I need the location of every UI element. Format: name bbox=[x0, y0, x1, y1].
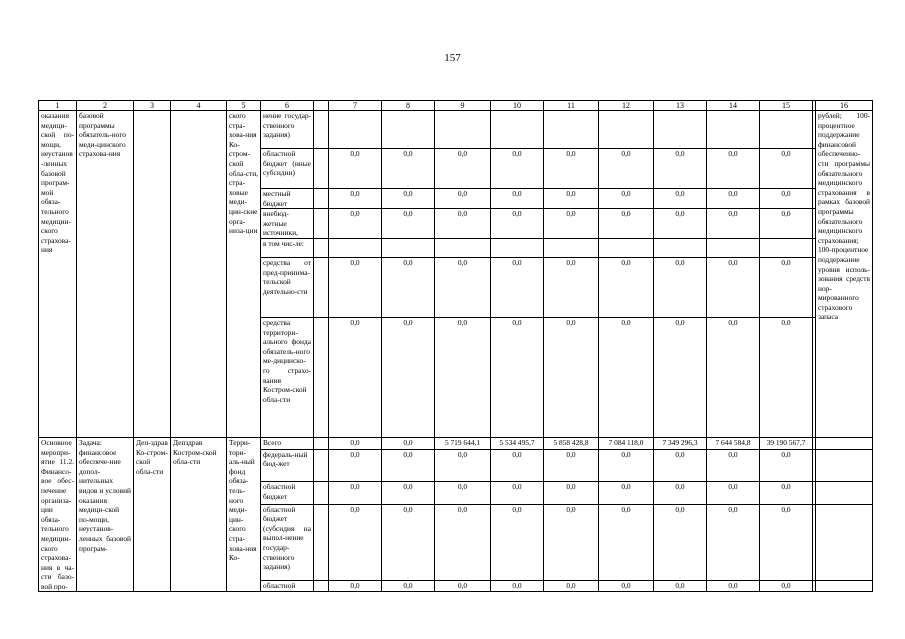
header-cell: 6 bbox=[261, 101, 314, 111]
value-cell bbox=[382, 238, 435, 257]
source-label: местный бюджет bbox=[261, 189, 314, 209]
value-cell: 0,0 bbox=[382, 317, 435, 437]
value-cell: 0,0 bbox=[382, 437, 435, 449]
value-cell: 0,0 bbox=[599, 482, 654, 505]
value-cell: 0,0 bbox=[760, 317, 813, 437]
cell-col1: оказания медици-ской по-мощи, неустанов-ленных базовой програм-мой обяза-тельного медицин-ского страхова-ния bbox=[39, 111, 77, 438]
value-cell: 0,0 bbox=[707, 189, 760, 209]
value-cell: 0,0 bbox=[760, 189, 813, 209]
value-cell: 0,0 bbox=[491, 317, 544, 437]
value-cell: 0,0 bbox=[435, 209, 491, 239]
spacer-cell bbox=[314, 482, 329, 505]
value-cell bbox=[382, 111, 435, 149]
spacer-cell bbox=[813, 149, 816, 189]
value-cell: 0,0 bbox=[707, 580, 760, 592]
value-cell bbox=[544, 111, 599, 149]
spacer-cell bbox=[314, 149, 329, 189]
value-cell: 0,0 bbox=[760, 580, 813, 592]
value-cell bbox=[329, 238, 382, 257]
value-cell: 0,0 bbox=[707, 449, 760, 481]
target-indicators bbox=[816, 580, 873, 592]
value-cell: 0,0 bbox=[329, 257, 382, 317]
spacer-cell bbox=[813, 209, 816, 239]
cell-col2: Задача: финансовое обеспече-ние допол-нительных видов и условий оказания медици-ской по-мощи, неустанов-ленных базовой програм- bbox=[77, 437, 134, 592]
header-cell: 9 bbox=[435, 101, 491, 111]
value-cell: 0,0 bbox=[382, 449, 435, 481]
value-cell: 0,0 bbox=[329, 209, 382, 239]
value-cell: 0,0 bbox=[599, 149, 654, 189]
value-cell: 0,0 bbox=[707, 209, 760, 239]
value-cell: 0,0 bbox=[707, 149, 760, 189]
spacer-cell bbox=[314, 238, 329, 257]
value-cell: 0,0 bbox=[491, 257, 544, 317]
value-cell bbox=[435, 238, 491, 257]
value-cell: 0,0 bbox=[654, 504, 707, 580]
spacer-cell bbox=[314, 437, 329, 449]
value-cell: 0,0 bbox=[654, 209, 707, 239]
spacer-cell bbox=[314, 449, 329, 481]
value-cell bbox=[329, 111, 382, 149]
value-cell: 0,0 bbox=[760, 449, 813, 481]
spacer-cell bbox=[314, 111, 329, 149]
value-cell: 0,0 bbox=[382, 257, 435, 317]
value-cell: 0,0 bbox=[654, 149, 707, 189]
value-cell bbox=[760, 238, 813, 257]
value-cell: 0,0 bbox=[707, 504, 760, 580]
target-indicators bbox=[816, 504, 873, 580]
source-label: средства от пред-принима-тельской деятельно-сти bbox=[261, 257, 314, 317]
value-cell: 0,0 bbox=[491, 449, 544, 481]
value-cell: 0,0 bbox=[544, 209, 599, 239]
value-cell: 0,0 bbox=[599, 504, 654, 580]
spacer-cell bbox=[314, 189, 329, 209]
value-cell bbox=[707, 111, 760, 149]
value-cell: 5 858 428,8 bbox=[544, 437, 599, 449]
value-cell: 0,0 bbox=[491, 482, 544, 505]
value-cell: 0,0 bbox=[329, 449, 382, 481]
spacer-cell bbox=[314, 580, 329, 592]
value-cell: 7 084 118,0 bbox=[599, 437, 654, 449]
value-cell: 7 644 584,8 bbox=[707, 437, 760, 449]
value-cell: 0,0 bbox=[544, 449, 599, 481]
value-cell: 0,0 bbox=[599, 189, 654, 209]
value-cell bbox=[654, 111, 707, 149]
value-cell: 0,0 bbox=[435, 189, 491, 209]
value-cell: 0,0 bbox=[329, 149, 382, 189]
header-cell: 11 bbox=[544, 101, 599, 111]
value-cell: 0,0 bbox=[760, 209, 813, 239]
source-label: внебюд-жетные источники, bbox=[261, 209, 314, 239]
cell-col1: Основное меропри-ятие 11.2. Финансо-вое обес-печение организа-ции обяза-тельного медицин-ского страхова-ния в ча-сти базо-вой про- bbox=[39, 437, 77, 592]
value-cell: 0,0 bbox=[654, 482, 707, 505]
value-cell: 0,0 bbox=[435, 580, 491, 592]
source-label: Всего bbox=[261, 437, 314, 449]
header-cell: 1 bbox=[39, 101, 77, 111]
source-label: областной бюджет (иные субсидии) bbox=[261, 149, 314, 189]
cell-col4 bbox=[171, 111, 227, 438]
value-cell: 7 349 296,3 bbox=[654, 437, 707, 449]
header-cell: 2 bbox=[77, 101, 134, 111]
spacer-cell bbox=[813, 189, 816, 209]
header-cell: 7 bbox=[329, 101, 382, 111]
page-number: 157 bbox=[444, 52, 461, 64]
table-row bbox=[39, 111, 873, 149]
value-cell: 0,0 bbox=[760, 504, 813, 580]
source-label: областной бюджет bbox=[261, 482, 314, 505]
header-cell bbox=[314, 101, 329, 111]
spacer-cell bbox=[314, 257, 329, 317]
value-cell: 5 534 495,7 bbox=[491, 437, 544, 449]
value-cell: 0,0 bbox=[382, 580, 435, 592]
value-cell: 0,0 bbox=[544, 504, 599, 580]
value-cell bbox=[435, 111, 491, 149]
value-cell: 0,0 bbox=[382, 149, 435, 189]
value-cell: 0,0 bbox=[544, 482, 599, 505]
program-table bbox=[38, 100, 873, 592]
value-cell: 0,0 bbox=[435, 482, 491, 505]
value-cell: 39 190 567,7 bbox=[760, 437, 813, 449]
value-cell: 0,0 bbox=[544, 317, 599, 437]
cell-col3 bbox=[134, 111, 171, 438]
value-cell: 0,0 bbox=[599, 317, 654, 437]
value-cell: 0,0 bbox=[435, 257, 491, 317]
spacer-cell bbox=[813, 238, 816, 257]
value-cell: 0,0 bbox=[329, 189, 382, 209]
spacer-cell bbox=[314, 209, 329, 239]
header-cell: 8 bbox=[382, 101, 435, 111]
value-cell: 0,0 bbox=[491, 580, 544, 592]
header-cell: 4 bbox=[171, 101, 227, 111]
value-cell: 0,0 bbox=[544, 149, 599, 189]
value-cell: 0,0 bbox=[654, 189, 707, 209]
source-label: федераль-ный бюд-жет bbox=[261, 449, 314, 481]
value-cell bbox=[491, 238, 544, 257]
value-cell: 0,0 bbox=[654, 317, 707, 437]
value-cell: 0,0 bbox=[544, 580, 599, 592]
value-cell: 0,0 bbox=[707, 482, 760, 505]
header-cell: 12 bbox=[599, 101, 654, 111]
value-cell: 0,0 bbox=[329, 317, 382, 437]
cell-col5: ского стра-хова-ния Ко-стром-ской обла-сти, стра-ховые меди-цин-ские орга-низа-ции bbox=[227, 111, 261, 438]
value-cell: 0,0 bbox=[760, 482, 813, 505]
value-cell: 0,0 bbox=[654, 449, 707, 481]
table-row bbox=[39, 437, 873, 449]
value-cell: 0,0 bbox=[491, 504, 544, 580]
value-cell: 0,0 bbox=[654, 580, 707, 592]
value-cell: 0,0 bbox=[654, 257, 707, 317]
header-cell: 13 bbox=[654, 101, 707, 111]
value-cell bbox=[760, 111, 813, 149]
value-cell: 0,0 bbox=[382, 209, 435, 239]
value-cell: 0,0 bbox=[382, 189, 435, 209]
value-cell: 0,0 bbox=[760, 149, 813, 189]
value-cell: 0,0 bbox=[707, 257, 760, 317]
value-cell: 0,0 bbox=[491, 209, 544, 239]
source-label: в том чис-ле: bbox=[261, 238, 314, 257]
value-cell: 0,0 bbox=[599, 580, 654, 592]
value-cell: 0,0 bbox=[435, 149, 491, 189]
value-cell: 0,0 bbox=[329, 504, 382, 580]
spacer-cell bbox=[813, 317, 816, 437]
header-cell: 5 bbox=[227, 101, 261, 111]
target-indicators bbox=[816, 437, 873, 449]
source-label: областной бюджет (субсидия на выпол-нение государ-ственного задания) bbox=[261, 504, 314, 580]
value-cell: 0,0 bbox=[544, 257, 599, 317]
value-cell bbox=[491, 111, 544, 149]
value-cell: 0,0 bbox=[599, 449, 654, 481]
spacer-cell bbox=[314, 504, 329, 580]
value-cell bbox=[544, 238, 599, 257]
source-label: нение государ-ственного задания) bbox=[261, 111, 314, 149]
target-indicators: рублей; 100-процентное поддержание финансовой обеспеченно-сти программы обязательного медицинского страхования в рамках базовой программы обязательного медицинского страхования; 100-процентное поддержание уровня исполь-зования средств нор-мированного страхового запаса bbox=[816, 111, 873, 438]
target-indicators bbox=[816, 482, 873, 505]
value-cell: 0,0 bbox=[329, 437, 382, 449]
value-cell: 5 719 644,1 bbox=[435, 437, 491, 449]
value-cell: 0,0 bbox=[599, 257, 654, 317]
header-cell: 3 bbox=[134, 101, 171, 111]
cell-col5: Терри-тори-аль-ный фонд обяза-тель-ного меди-цин-ского стра-хова-ния Ко- bbox=[227, 437, 261, 592]
cell-col3: Деп-здрав Ко-стром-ской обла-сти bbox=[134, 437, 171, 592]
source-label: областной bbox=[261, 580, 314, 592]
header-cell: 14 bbox=[707, 101, 760, 111]
value-cell: 0,0 bbox=[544, 189, 599, 209]
value-cell: 0,0 bbox=[435, 317, 491, 437]
value-cell: 0,0 bbox=[382, 482, 435, 505]
value-cell bbox=[707, 238, 760, 257]
value-cell: 0,0 bbox=[491, 189, 544, 209]
value-cell bbox=[654, 238, 707, 257]
value-cell: 0,0 bbox=[707, 317, 760, 437]
value-cell: 0,0 bbox=[435, 504, 491, 580]
value-cell bbox=[599, 111, 654, 149]
value-cell: 0,0 bbox=[491, 149, 544, 189]
header-cell: 15 bbox=[760, 101, 813, 111]
source-label: средства территори-ального фонда обязатель-ного ме-дицинско-го страхо-вания Костром-ской обла-сти bbox=[261, 317, 314, 437]
header-cell: 10 bbox=[491, 101, 544, 111]
spacer-cell bbox=[314, 317, 329, 437]
value-cell: 0,0 bbox=[329, 482, 382, 505]
header-cell: 16 bbox=[816, 101, 873, 111]
cell-col4: Депздрав Костром-ской обла-сти bbox=[171, 437, 227, 592]
cell-col2: базовой программы обязатель-ного меди-цинского страхова-ния bbox=[77, 111, 134, 438]
value-cell: 0,0 bbox=[435, 449, 491, 481]
value-cell: 0,0 bbox=[599, 209, 654, 239]
header-row bbox=[39, 101, 873, 111]
value-cell: 0,0 bbox=[760, 257, 813, 317]
spacer-cell bbox=[813, 257, 816, 317]
value-cell bbox=[599, 238, 654, 257]
value-cell: 0,0 bbox=[382, 504, 435, 580]
value-cell: 0,0 bbox=[329, 580, 382, 592]
target-indicators bbox=[816, 449, 873, 481]
